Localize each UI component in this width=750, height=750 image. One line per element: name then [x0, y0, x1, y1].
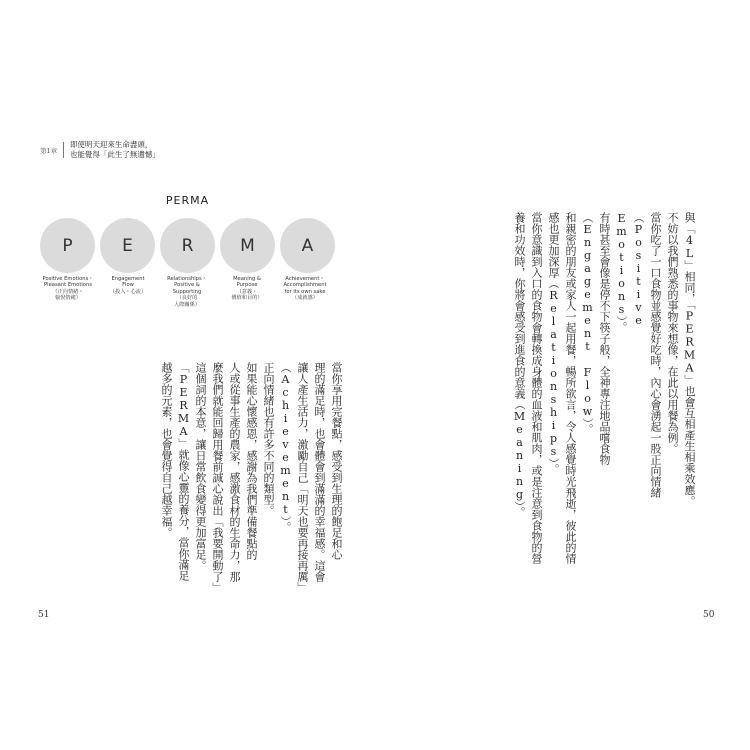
- perma-diagram-title: PERMA: [165, 194, 210, 207]
- left-body-columns: [158, 362, 345, 593]
- perma-caption-m-en: Meaning & Purpose: [233, 276, 261, 289]
- perma-caption-p-zh: （正向情緒・ 愉悅情緒）: [52, 288, 84, 302]
- perma-caption-p: [35, 276, 101, 302]
- perma-caption-e: [95, 276, 161, 295]
- page-number-left: 51: [38, 610, 50, 620]
- body-column: 理的滿足時，也會體會到滿滿的幸福感。這會: [313, 362, 326, 582]
- body-column: 當你吃了一口食物並感覺好吃時，內心會湧起一股正向情緒（Positive: [632, 212, 662, 498]
- body-column: 有時甚至會像是停不下筷子般，全神專注地品嚐食物（Engagement Flow）。: [581, 212, 611, 465]
- body-column: 麼我們就能回歸用餐前誠心說出「我要開動了」: [211, 362, 224, 593]
- perma-caption-m: [214, 276, 280, 302]
- perma-circle-e: E: [100, 218, 155, 273]
- perma-caption-a: [272, 276, 338, 302]
- body-column: 當你享用完餐點，感受到生理的飽足和心: [330, 362, 343, 560]
- perma-caption-r-en: Relationships・ Positive & Supporting: [167, 276, 207, 295]
- body-column: Emotions）。: [615, 212, 628, 333]
- body-column: 不妨以我們熟悉的事物來想像，在此以用餐為例。: [666, 212, 679, 454]
- chapter-header: [40, 140, 160, 160]
- body-column: 越多的元素，也會覺得自己越幸福。: [160, 362, 173, 538]
- perma-caption-r: [154, 276, 220, 308]
- chapter-divider: [63, 142, 64, 158]
- perma-caption-a-en: Achievement・ Accomplishment for its own sake: [283, 276, 327, 295]
- body-column: （Achievement）。: [279, 362, 292, 533]
- body-column: 這個詞的本意，讓日常飲食變得更加富足。: [194, 362, 207, 571]
- right-page: [375, 0, 750, 750]
- left-body-text: [70, 362, 345, 597]
- body-column: 和親密的朋友或家人一起用餐，暢所欲言，令人感覺時光飛逝，彼此的情: [564, 212, 577, 564]
- chapter-title-line-1: 即使明天迎來生命盡頭，: [69, 140, 153, 149]
- perma-caption-e-zh: （投入・心流）: [109, 288, 147, 295]
- body-column: 與「4L」相同，「PERMA」也會互相產生相乘效應。: [683, 212, 696, 507]
- right-body-text: [415, 212, 698, 605]
- perma-circle-r: R: [160, 218, 215, 273]
- perma-circles: [40, 218, 335, 273]
- body-column: 人或從事生產的農家，感激食材的生命力，那: [228, 362, 241, 582]
- perma-captions: [40, 276, 335, 316]
- perma-circle-p: P: [40, 218, 95, 273]
- body-column: 養和功效時，你將會感受到進食的意義（Meaning）。: [513, 212, 526, 518]
- perma-caption-m-zh: （意義・ 價值和目的）: [231, 288, 263, 302]
- perma-caption-p-en: Positive Emotions・ Pleasant Emotions: [42, 276, 94, 289]
- page-number-right: 50: [703, 610, 715, 620]
- perma-caption-a-zh: （成就感）: [292, 295, 318, 302]
- body-column: 正向情緒也有許多不同的類型。: [262, 362, 275, 516]
- body-column: 當你意識到入口的食物會轉換成身體的血液和肌肉，或是注意到食物的營: [530, 212, 543, 564]
- perma-circle-a: A: [280, 218, 335, 273]
- body-column: 感也更加深厚（Relationships）。: [547, 212, 560, 475]
- body-column: 讓人產生活力，激勵自己「明天也要再接再厲」: [296, 362, 309, 593]
- perma-circle-m: M: [220, 218, 275, 273]
- body-column: 如果能心懷感恩，感謝為我們準備餐點的: [245, 362, 258, 560]
- body-column: 「PERMA」就像心靈的養分，當你滿足: [177, 362, 190, 581]
- chapter-title-line-2: 也能覺得「此生了無遺憾」: [69, 150, 160, 159]
- chapter-title: [70, 140, 160, 160]
- right-body-columns: [511, 212, 698, 605]
- perma-caption-e-en: Engagement Flow: [111, 276, 145, 289]
- chapter-label: 第1章: [40, 146, 58, 155]
- perma-caption-r-zh: （良好的 人際關係）: [174, 295, 200, 308]
